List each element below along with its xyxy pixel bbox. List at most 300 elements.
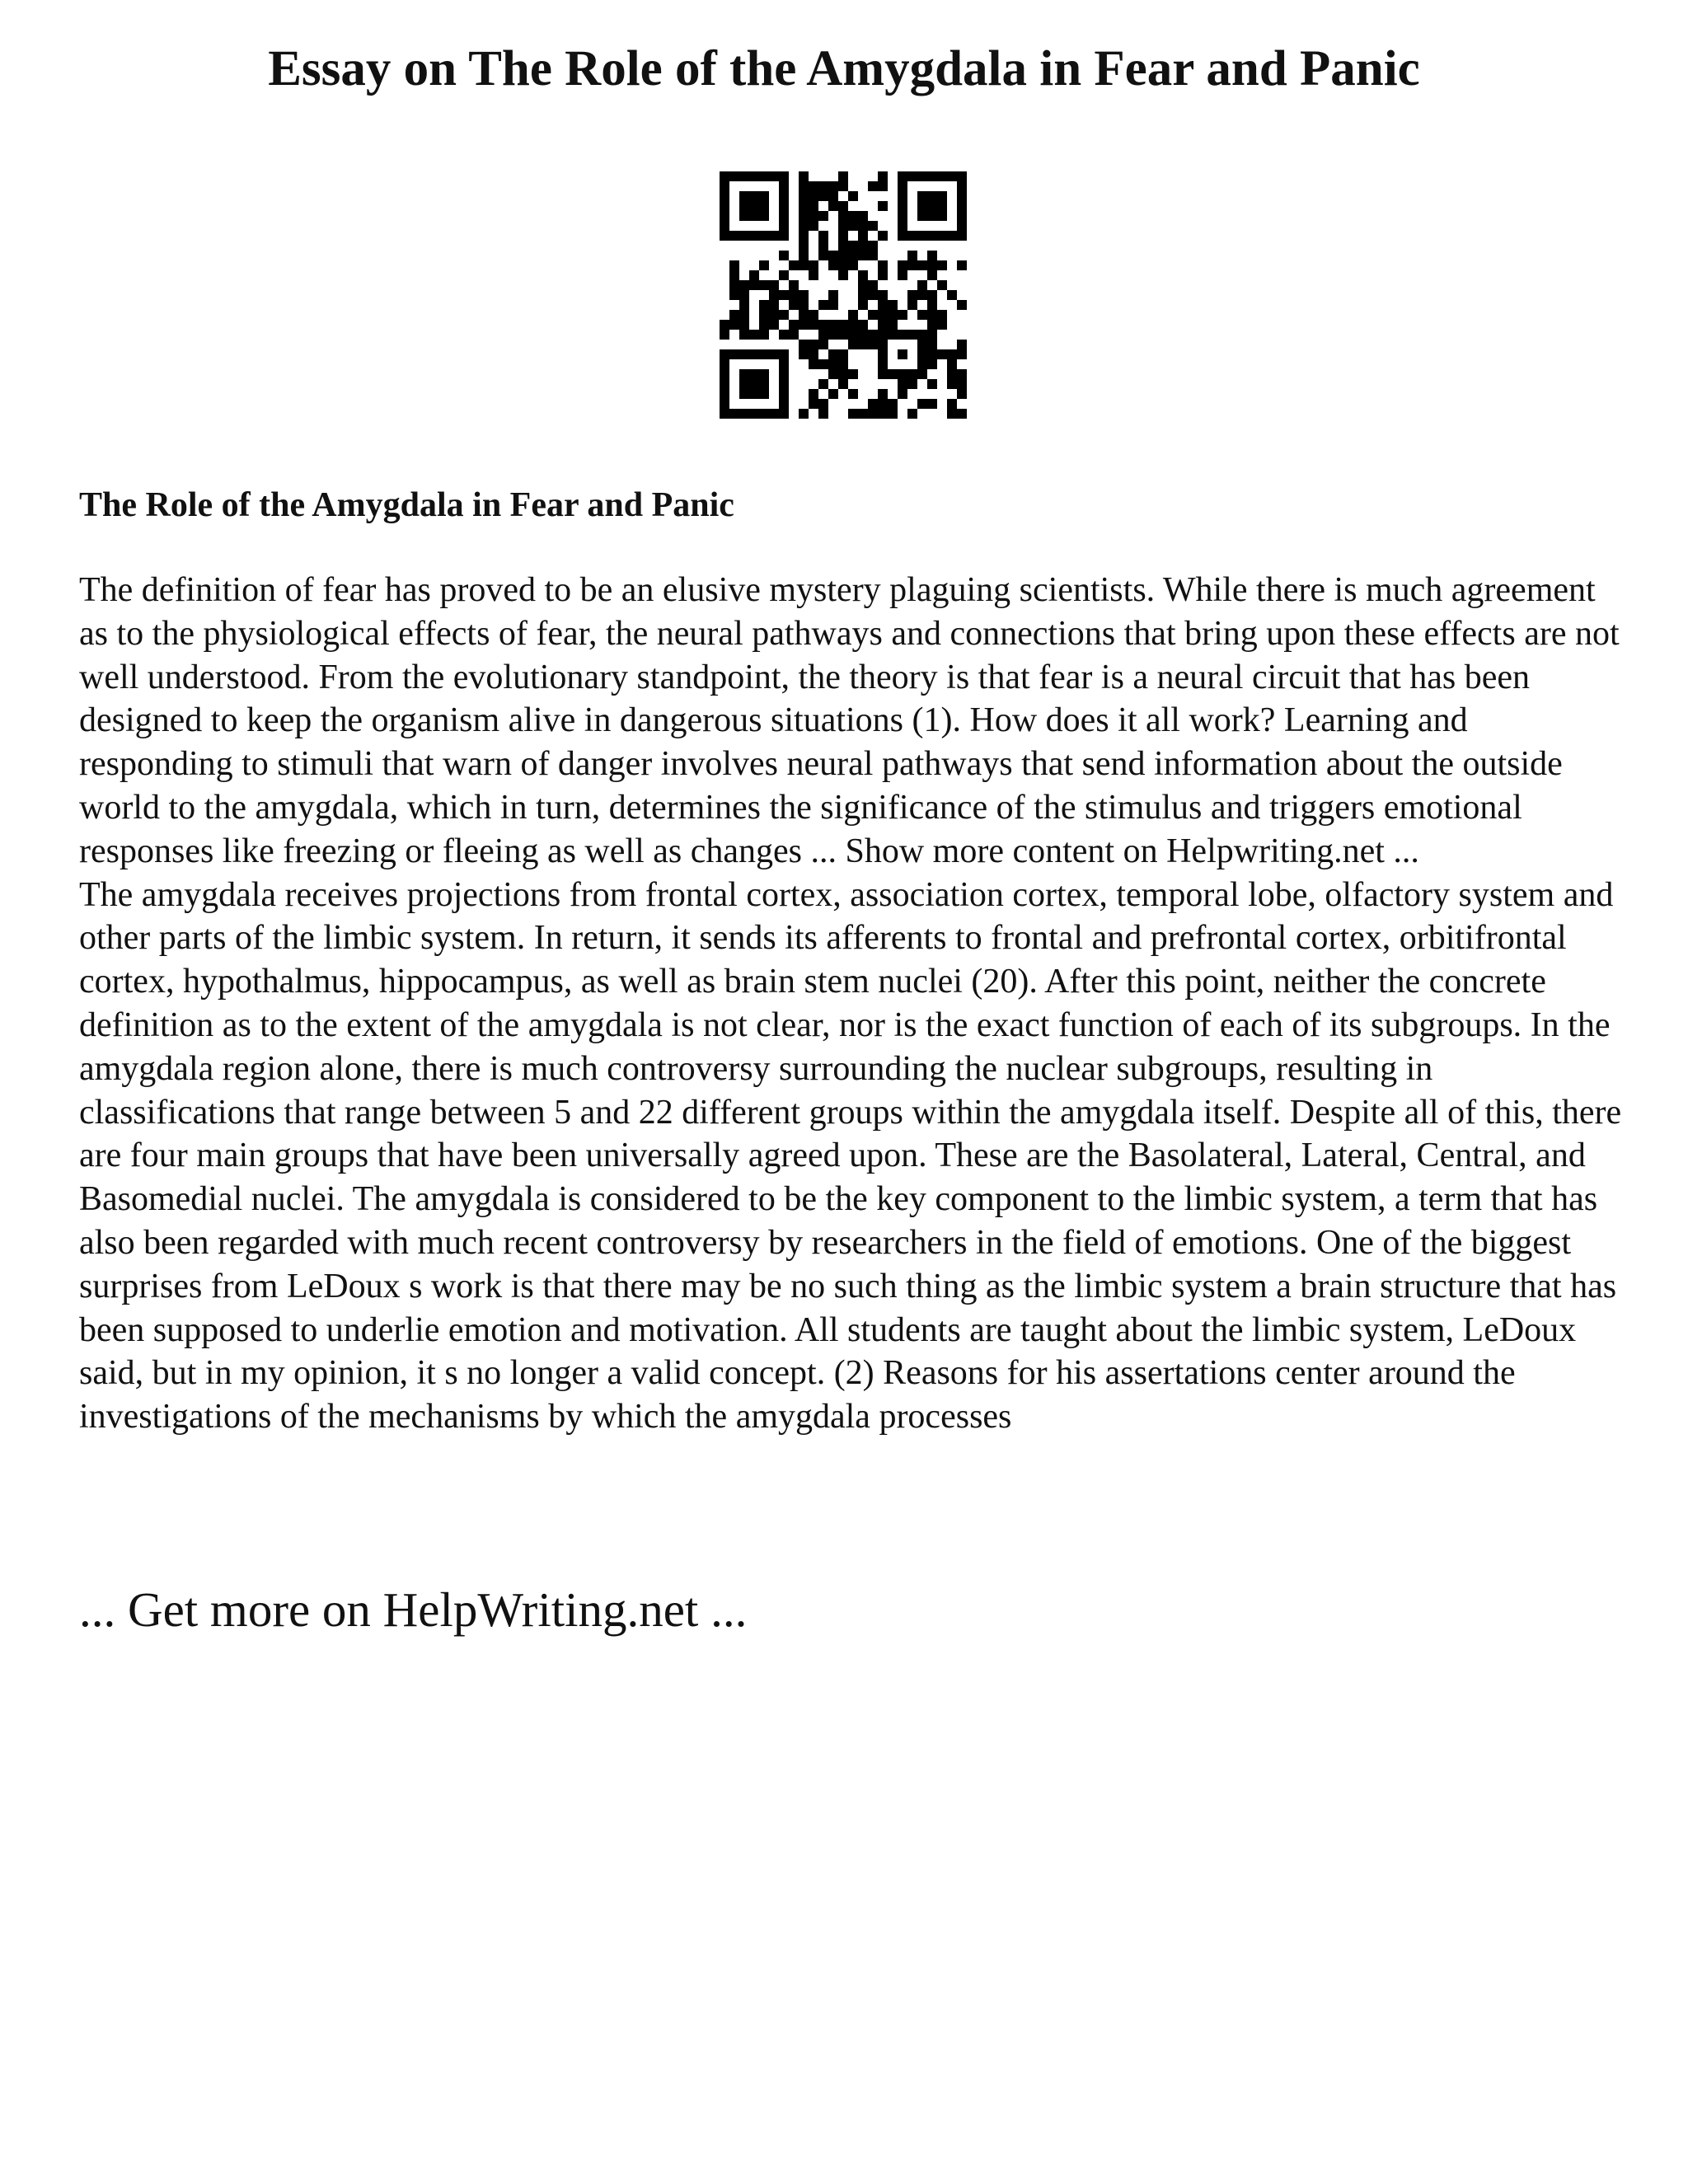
- qr-module: [809, 359, 818, 369]
- qr-module: [729, 231, 739, 241]
- qr-module: [759, 260, 769, 270]
- qr-module: [878, 231, 888, 241]
- qr-module: [888, 310, 898, 320]
- qr-module: [828, 201, 838, 211]
- qr-module: [927, 310, 937, 320]
- qr-module: [739, 330, 749, 340]
- qr-module: [759, 320, 769, 330]
- qr-module: [868, 409, 878, 419]
- qr-module: [828, 290, 838, 300]
- qr-module: [789, 280, 799, 290]
- qr-module: [828, 359, 838, 369]
- qr-module: [769, 320, 779, 330]
- qr-module: [769, 349, 779, 359]
- qr-module: [878, 201, 888, 211]
- qr-module: [848, 389, 858, 399]
- qr-module: [828, 389, 838, 399]
- qr-module: [720, 191, 729, 201]
- qr-module: [927, 379, 937, 389]
- qr-module: [947, 349, 957, 359]
- qr-module: [769, 171, 779, 181]
- qr-module: [739, 369, 749, 379]
- qr-module: [799, 231, 809, 241]
- qr-module: [907, 260, 917, 270]
- qr-module: [957, 300, 967, 310]
- qr-module: [799, 320, 809, 330]
- qr-module: [749, 409, 759, 419]
- qr-module: [868, 290, 878, 300]
- qr-module: [809, 191, 818, 201]
- qr-module: [828, 349, 838, 359]
- qr-module: [868, 251, 878, 260]
- qr-module: [878, 340, 888, 349]
- qr-module: [917, 211, 927, 221]
- qr-module: [898, 260, 907, 270]
- qr-module: [888, 399, 898, 409]
- qr-module: [769, 409, 779, 419]
- qr-module: [759, 389, 769, 399]
- qr-module: [720, 399, 729, 409]
- qr-module: [779, 211, 789, 221]
- qr-module: [749, 369, 759, 379]
- qr-module: [888, 300, 898, 310]
- qr-module: [878, 310, 888, 320]
- qr-module: [848, 310, 858, 320]
- qr-module: [809, 310, 818, 320]
- qr-module: [868, 310, 878, 320]
- qr-module: [739, 300, 749, 310]
- qr-module: [898, 270, 907, 280]
- qr-module: [818, 379, 828, 389]
- qr-module: [898, 349, 907, 359]
- qr-module: [848, 251, 858, 260]
- essay-paragraph: The amygdala receives projections from frontal cortex, association cortex, temporal lobe, olfactory system and other parts of the limbic system. In return, it sends its afferents to frontal and prefrontal cortex, orbitifrontal cortex, hypothalmus, hippocampus, as well as brain stem nuclei (20). After this point, neither the concrete definition as to the extent of the amygdala is not clear, nor is the exact function of each of its subgroups. In the amygdala region alone, there is much controversy surrounding the nuclear subgroups, resulting in classifications that range between 5 and 22 different groups within the amygdala itself. Despite all of this, there are four main groups that have been universally agreed upon. These are the Basolateral, Lateral, Central, and Basomedial nuclei. The amygdala is considered to be the key component to the limbic system, a term that has also been regarded with much recent controversy by researchers in the field of emotions. One of the biggest surprises from LeDoux s work is that there may be no such thing as the limbic system a brain structure that has been supposed to underlie emotion and motivation. All students are taught about the limbic system, LeDoux said, but in my opinion, it s no longer a valid concept. (2) Reasons for his assertations center around the investigations of the mechanisms by which the amygdala processes: [79, 875, 1622, 1436]
- qr-module: [759, 369, 769, 379]
- qr-module: [937, 201, 947, 211]
- qr-module: [739, 171, 749, 181]
- qr-module: [878, 389, 888, 399]
- qr-module: [888, 320, 898, 330]
- qr-module: [720, 211, 729, 221]
- qr-module: [858, 231, 868, 241]
- qr-module: [809, 181, 818, 191]
- qr-module: [779, 359, 789, 369]
- qr-module: [779, 349, 789, 359]
- qr-module: [838, 221, 848, 231]
- qr-module: [838, 181, 848, 191]
- qr-module: [927, 320, 937, 330]
- qr-module: [947, 231, 957, 241]
- qr-module: [907, 379, 917, 389]
- qr-module: [779, 409, 789, 419]
- qr-module: [769, 280, 779, 290]
- qr-module: [858, 340, 868, 349]
- qr-module: [927, 211, 937, 221]
- qr-module: [927, 260, 937, 270]
- qr-module: [917, 359, 927, 369]
- qr-module: [739, 211, 749, 221]
- qr-module: [848, 340, 858, 349]
- qr-module: [720, 349, 729, 359]
- qr-module: [769, 310, 779, 320]
- qr-module: [729, 270, 739, 280]
- qr-module: [779, 171, 789, 181]
- qr-module: [799, 300, 809, 310]
- qr-module: [927, 349, 937, 359]
- qr-module: [720, 369, 729, 379]
- qr-module: [809, 260, 818, 270]
- qr-module: [838, 320, 848, 330]
- qr-module: [828, 191, 838, 201]
- qr-module: [917, 340, 927, 349]
- qr-module: [720, 201, 729, 211]
- qr-module: [858, 290, 868, 300]
- qr-module: [749, 330, 759, 340]
- qr-module: [927, 270, 937, 280]
- qr-module: [878, 369, 888, 379]
- qr-module: [749, 191, 759, 201]
- qr-code-icon: [720, 171, 967, 419]
- qr-module: [898, 310, 907, 320]
- qr-module: [937, 231, 947, 241]
- qr-module: [809, 211, 818, 221]
- qr-module: [799, 171, 809, 181]
- qr-module: [927, 201, 937, 211]
- qr-module: [917, 369, 927, 379]
- qr-module: [739, 231, 749, 241]
- qr-module: [818, 300, 828, 310]
- qr-module: [868, 280, 878, 290]
- qr-module: [927, 290, 937, 300]
- qr-module: [799, 201, 809, 211]
- qr-module: [759, 191, 769, 201]
- qr-module: [957, 409, 967, 419]
- qr-module: [818, 211, 828, 221]
- qr-module: [759, 330, 769, 340]
- qr-module: [878, 290, 888, 300]
- qr-module: [809, 270, 818, 280]
- qr-module: [789, 330, 799, 340]
- qr-module: [917, 280, 927, 290]
- qr-module: [818, 340, 828, 349]
- qr-module: [878, 171, 888, 181]
- qr-module: [947, 409, 957, 419]
- qr-module: [759, 211, 769, 221]
- qr-module: [927, 340, 937, 349]
- qr-module: [759, 300, 769, 310]
- qr-module: [799, 241, 809, 251]
- qr-module: [779, 191, 789, 201]
- qr-module: [789, 290, 799, 300]
- qr-module: [779, 290, 789, 300]
- qr-module: [937, 320, 947, 330]
- qr-module: [937, 260, 947, 270]
- qr-module: [739, 201, 749, 211]
- qr-module: [888, 369, 898, 379]
- qr-module: [878, 320, 888, 330]
- qr-module: [749, 211, 759, 221]
- get-more-link[interactable]: ... Get more on HelpWriting.net ...: [79, 1582, 748, 1637]
- qr-module: [729, 171, 739, 181]
- qr-module: [888, 409, 898, 419]
- qr-module: [878, 399, 888, 409]
- qr-module: [937, 280, 947, 290]
- qr-module: [838, 369, 848, 379]
- qr-module: [848, 320, 858, 330]
- qr-module: [957, 349, 967, 359]
- qr-module: [828, 369, 838, 379]
- qr-module: [858, 251, 868, 260]
- qr-module: [917, 399, 927, 409]
- qr-module: [947, 379, 957, 389]
- qr-module: [957, 211, 967, 221]
- qr-module: [720, 231, 729, 241]
- qr-module: [828, 300, 838, 310]
- qr-module: [838, 270, 848, 280]
- qr-module: [729, 280, 739, 290]
- qr-module: [957, 340, 967, 349]
- qr-module: [858, 300, 868, 310]
- qr-module: [838, 359, 848, 369]
- qr-module: [799, 211, 809, 221]
- qr-module: [749, 389, 759, 399]
- qr-module: [779, 201, 789, 211]
- qr-module: [838, 260, 848, 270]
- qr-module: [898, 379, 907, 389]
- qr-module: [927, 399, 937, 409]
- qr-module: [917, 330, 927, 340]
- qr-module: [917, 310, 927, 320]
- qr-module: [749, 231, 759, 241]
- qr-module: [789, 260, 799, 270]
- qr-module: [739, 349, 749, 359]
- qr-module: [957, 221, 967, 231]
- qr-module: [907, 171, 917, 181]
- qr-module: [838, 211, 848, 221]
- qr-module: [779, 389, 789, 399]
- qr-module: [720, 221, 729, 231]
- qr-module: [828, 181, 838, 191]
- qr-module: [878, 330, 888, 340]
- qr-module: [759, 231, 769, 241]
- qr-module: [927, 191, 937, 201]
- qr-module: [848, 369, 858, 379]
- qr-module: [828, 251, 838, 260]
- qr-module: [779, 379, 789, 389]
- qr-module: [927, 251, 937, 260]
- qr-module: [759, 201, 769, 211]
- qr-module: [720, 330, 729, 340]
- qr-module: [729, 409, 739, 419]
- qr-module: [838, 201, 848, 211]
- qr-module: [779, 399, 789, 409]
- qr-module: [858, 409, 868, 419]
- qr-module: [818, 409, 828, 419]
- qr-module: [799, 409, 809, 419]
- qr-module: [927, 359, 937, 369]
- qr-module: [779, 231, 789, 241]
- qr-module: [907, 290, 917, 300]
- page-title: Essay on The Role of the Amygdala in Fear and Panic: [268, 41, 1420, 96]
- qr-module: [809, 399, 818, 409]
- essay-paragraph: The definition of fear has proved to be an elusive mystery plaguing scientists. While there is much agreement as to the physiological effects of fear, the neural pathways and connections that bring upon these effects are not well understood. From the evolutionary standpoint, the theory is that fear is a neural circuit that has been designed to keep the organism alive in dangerous situations (1). How does it all work? Learning and responding to stimuli that warn of danger involves neural pathways that send information about the outside world to the amygdala, which in turn, determines the significance of the stimulus and triggers emotional responses like freezing or fleeing as well as changes ... Show more content on Helpwriting.net ...: [79, 571, 1620, 870]
- qr-module: [898, 389, 907, 399]
- qr-module: [848, 260, 858, 270]
- qr-module: [809, 221, 818, 231]
- qr-module: [858, 211, 868, 221]
- qr-module: [720, 389, 729, 399]
- qr-module: [858, 270, 868, 280]
- qr-module: [720, 320, 729, 330]
- qr-module: [858, 241, 868, 251]
- qr-module: [729, 310, 739, 320]
- qr-module: [739, 290, 749, 300]
- qr-module: [898, 191, 907, 201]
- qr-module: [809, 340, 818, 349]
- qr-module: [739, 310, 749, 320]
- qr-module: [818, 399, 828, 409]
- qr-module: [947, 290, 957, 300]
- qr-module: [809, 349, 818, 359]
- qr-module: [799, 260, 809, 270]
- qr-module: [828, 330, 838, 340]
- qr-module: [749, 379, 759, 389]
- qr-module: [739, 409, 749, 419]
- qr-module: [957, 379, 967, 389]
- qr-module: [759, 171, 769, 181]
- qr-module: [749, 270, 759, 280]
- qr-module: [779, 251, 789, 260]
- qr-module: [809, 389, 818, 399]
- qr-module: [907, 231, 917, 241]
- qr-module: [898, 211, 907, 221]
- qr-module: [917, 290, 927, 300]
- qr-module: [809, 201, 818, 211]
- qr-module: [927, 171, 937, 181]
- qr-module: [907, 300, 917, 310]
- qr-module: [957, 171, 967, 181]
- qr-module: [838, 379, 848, 389]
- qr-module: [848, 241, 858, 251]
- qr-module: [729, 320, 739, 330]
- qr-module: [809, 320, 818, 330]
- qr-module: [907, 251, 917, 260]
- qr-module: [779, 221, 789, 231]
- qr-module: [799, 191, 809, 201]
- qr-module: [898, 330, 907, 340]
- qr-module: [749, 201, 759, 211]
- qr-module: [739, 320, 749, 330]
- qr-module: [759, 379, 769, 389]
- qr-module: [868, 241, 878, 251]
- qr-module: [729, 349, 739, 359]
- qr-module: [769, 290, 779, 300]
- qr-module: [759, 280, 769, 290]
- qr-module: [898, 201, 907, 211]
- qr-module: [848, 191, 858, 201]
- qr-module: [868, 340, 878, 349]
- qr-module: [848, 221, 858, 231]
- qr-module: [779, 369, 789, 379]
- qr-module: [818, 191, 828, 201]
- essay-body: [79, 569, 1629, 1439]
- qr-module: [838, 330, 848, 340]
- qr-module: [818, 241, 828, 251]
- qr-module: [720, 379, 729, 389]
- qr-module: [749, 280, 759, 290]
- qr-module: [947, 399, 957, 409]
- qr-module: [720, 409, 729, 419]
- qr-module: [799, 221, 809, 231]
- qr-module: [838, 171, 848, 181]
- qr-module: [927, 330, 937, 340]
- qr-module: [957, 231, 967, 241]
- qr-module: [917, 349, 927, 359]
- qr-module: [779, 181, 789, 191]
- qr-module: [739, 280, 749, 290]
- qr-module: [789, 320, 799, 330]
- qr-module: [858, 280, 868, 290]
- qr-module: [799, 251, 809, 260]
- qr-module: [957, 201, 967, 211]
- qr-module: [917, 201, 927, 211]
- qr-module: [729, 260, 739, 270]
- qr-module: [917, 231, 927, 241]
- qr-module: [799, 349, 809, 359]
- qr-module: [937, 349, 947, 359]
- qr-module: [917, 171, 927, 181]
- qr-module: [898, 221, 907, 231]
- qr-module: [779, 330, 789, 340]
- qr-module: [937, 191, 947, 201]
- qr-module: [937, 310, 947, 320]
- qr-module: [878, 409, 888, 419]
- qr-module: [769, 300, 779, 310]
- qr-module: [937, 171, 947, 181]
- qr-module: [898, 171, 907, 181]
- qr-module: [947, 359, 957, 369]
- qr-module: [947, 369, 957, 379]
- qr-module: [907, 409, 917, 419]
- qr-module: [720, 181, 729, 191]
- qr-module: [739, 191, 749, 201]
- qr-module: [838, 231, 848, 241]
- qr-module: [868, 399, 878, 409]
- qr-module: [878, 359, 888, 369]
- qr-module: [957, 191, 967, 201]
- qr-module: [720, 171, 729, 181]
- qr-module: [878, 270, 888, 280]
- qr-module: [868, 221, 878, 231]
- qr-module: [818, 181, 828, 191]
- qr-module: [818, 330, 828, 340]
- qr-module: [838, 251, 848, 260]
- qr-module: [838, 241, 848, 251]
- qr-module: [858, 221, 868, 231]
- qr-module: [927, 300, 937, 310]
- qr-module: [779, 270, 789, 280]
- qr-module: [898, 231, 907, 241]
- qr-module: [878, 260, 888, 270]
- essay-subtitle: The Role of the Amygdala in Fear and Panic: [79, 486, 734, 524]
- qr-module: [759, 310, 769, 320]
- qr-module: [739, 389, 749, 399]
- qr-module: [818, 251, 828, 260]
- qr-module: [888, 330, 898, 340]
- qr-module: [828, 260, 838, 270]
- qr-module: [937, 211, 947, 221]
- qr-module: [898, 181, 907, 191]
